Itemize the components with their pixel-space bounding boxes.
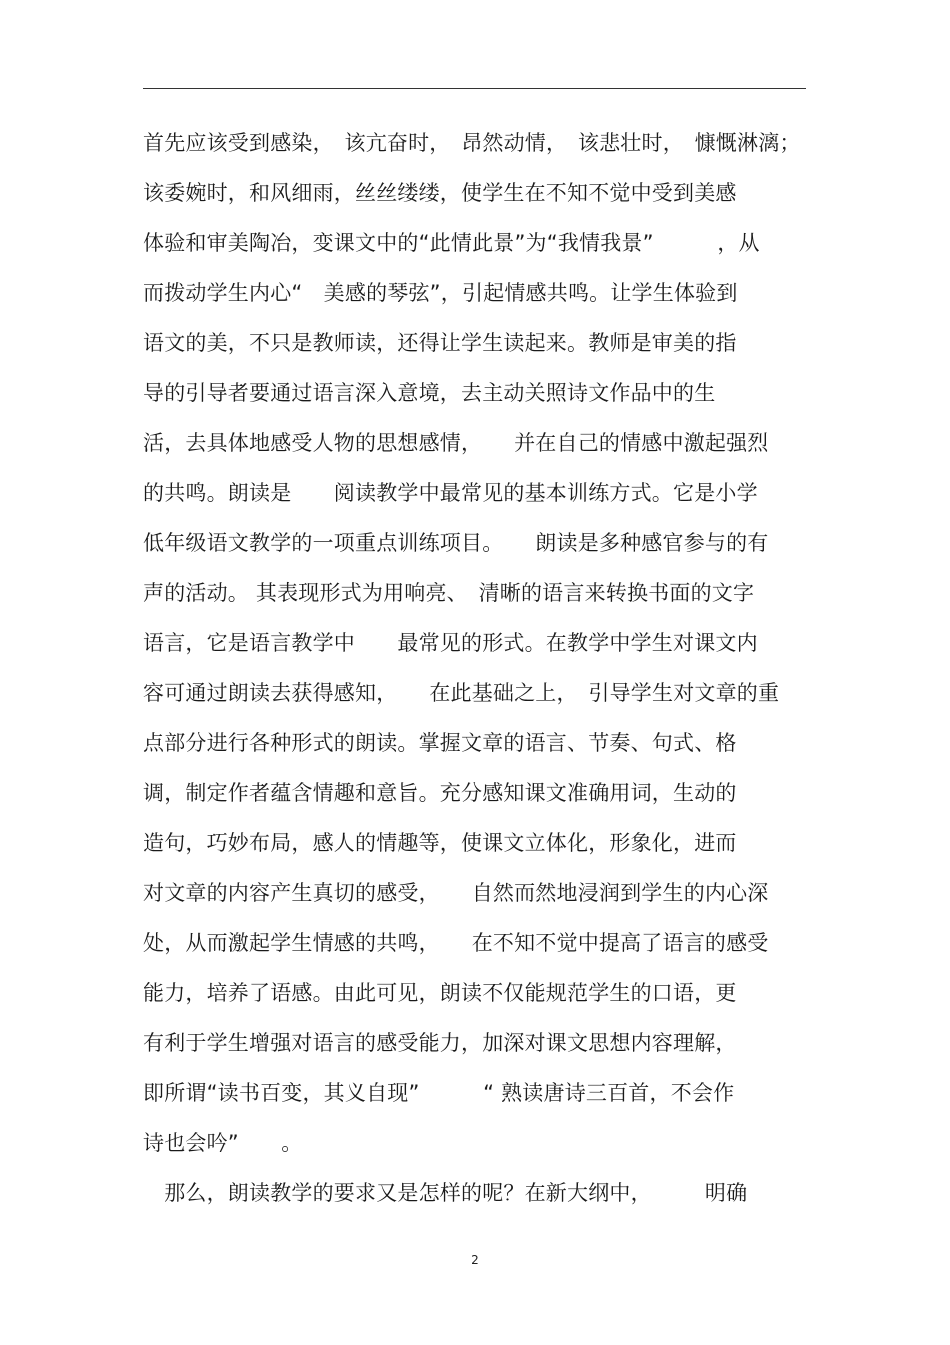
text-line: 导的引导者要通过语言深入意境，去主动关照诗文作品中的生: [143, 381, 716, 405]
body-text: [143, 118, 823, 1218]
text-line: 调，制定作者蕴含情趣和意旨。充分感知课文准确用词，生动的: [143, 781, 737, 805]
text-line: 首先应该受到感染， 该亢奋时， 昂然动情， 该悲壮时， 慷慨淋漓；: [143, 131, 801, 155]
header-divider: [143, 88, 806, 89]
text-line: 造句，巧妙布局，感人的情趣等，使课文立体化，形象化，进而: [143, 831, 737, 855]
text-line: 的共鸣。朗读是 阅读教学中最常见的基本训练方式。它是小学: [143, 481, 758, 505]
text-line: 声的活动。 其表现形式为用响亮、 清晰的语言来转换书面的文字: [143, 581, 755, 605]
text-line: 诗也会吟” 。: [143, 1131, 303, 1155]
text-line: 低年级语文教学的一项重点训练项目。 朗读是多种感官参与的有: [143, 531, 769, 555]
text-line: 而拨动学生内心“ 美感的琴弦”，引起情感共鸣。让学生体验到: [143, 281, 738, 305]
text-line: 即所谓“读书百变，其义自现” “ 熟读唐诗三百首，不会作: [143, 1081, 735, 1105]
text-line: 对文章的内容产生真切的感受， 自然而然地浸润到学生的内心深: [143, 881, 769, 905]
text-line: 该委婉时，和风细雨，丝丝缕缕，使学生在不知不觉中受到美感: [143, 181, 737, 205]
text-line: 容可通过朗读去获得感知， 在此基础之上， 引导学生对文章的重: [143, 681, 780, 705]
text-line: 有利于学生增强对语言的感受能力，加深对课文思想内容理解，: [143, 1031, 737, 1055]
text-line: 活，去具体地感受人物的思想感情， 并在自己的情感中激起强烈: [143, 431, 769, 455]
text-line: 语言，它是语言教学中 最常见的形式。在教学中学生对课文内: [143, 631, 758, 655]
text-line: 语文的美，不只是教师读，还得让学生读起来。教师是审美的指: [143, 331, 737, 355]
text-line: 体验和审美陶冶，变课文中的“此情此景”为“我情我景” ，从: [143, 231, 760, 255]
text-line: 点部分进行各种形式的朗读。掌握文章的语言、节奏、句式、格: [143, 731, 737, 755]
text-line: 能力，培养了语感。由此可见，朗读不仅能规范学生的口语，更: [143, 981, 737, 1005]
text-line: 处，从而激起学生情感的共鸣， 在不知不觉中提高了语言的感受: [143, 931, 769, 955]
paragraph-start-line: 那么，朗读教学的要求又是怎样的呢？在新大纲中， 明确: [143, 1181, 748, 1205]
page-number: 2: [471, 1253, 479, 1267]
